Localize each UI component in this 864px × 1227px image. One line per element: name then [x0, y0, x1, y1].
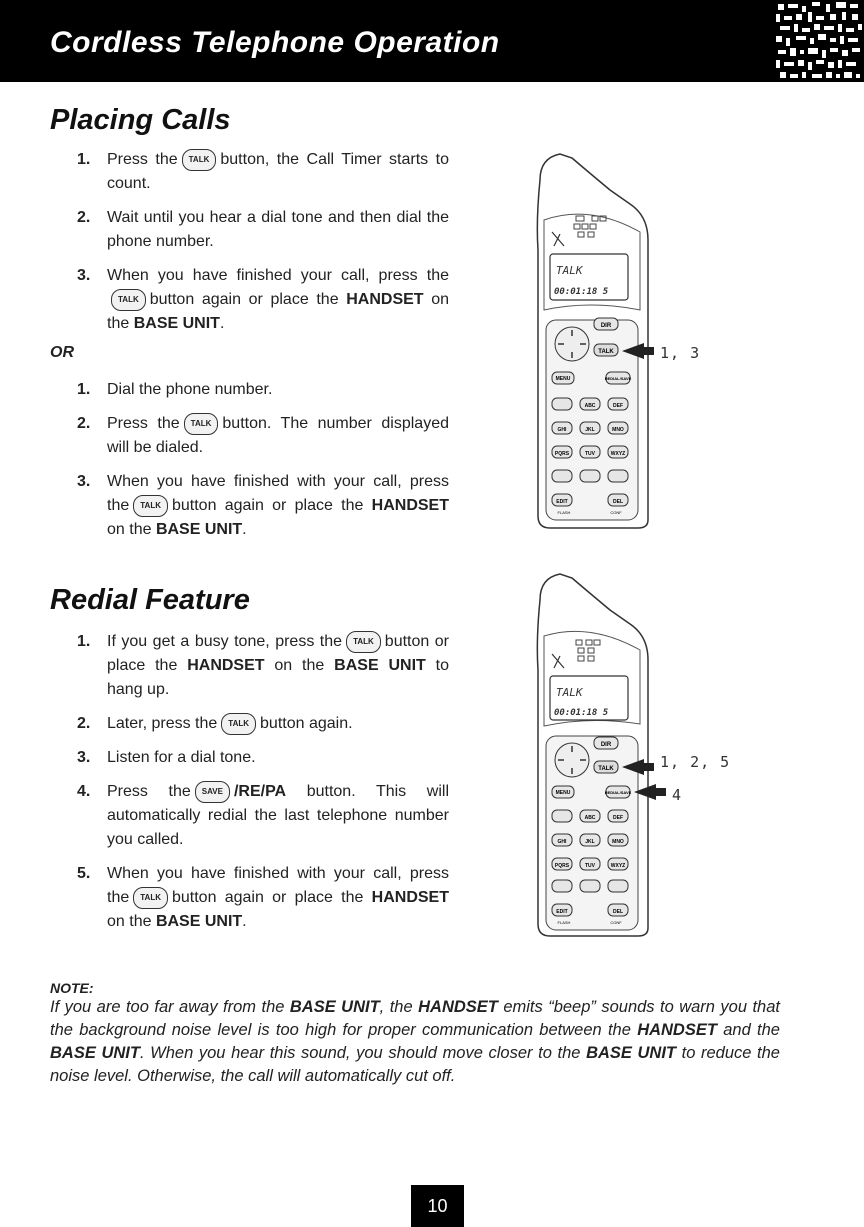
step-text: button again or place the: [171, 497, 364, 514]
note-label: NOTE:: [50, 980, 94, 996]
redial-steps: [77, 630, 449, 934]
key-label: FLASH: [557, 510, 571, 515]
display-line-2: 00:01:18 5: [554, 287, 609, 297]
step-item: [77, 470, 449, 542]
key-label: FLASH: [557, 920, 571, 925]
step-item: [77, 412, 449, 460]
talk-button-icon: TALK: [133, 495, 168, 517]
key-label: DIR: [600, 323, 612, 329]
key-label: TUV: [585, 451, 595, 457]
key-label: MNO: [612, 427, 624, 433]
save-button-icon: SAVE: [195, 781, 230, 803]
placing-calls-steps-a: [77, 148, 449, 336]
step-text: .: [219, 315, 225, 332]
key-label: DEF: [613, 815, 623, 821]
or-label: OR: [50, 344, 74, 361]
talk-button-icon: TALK: [346, 631, 381, 653]
display-line-2: 00:01:18 5: [554, 708, 609, 718]
step-number: 1.: [77, 151, 91, 168]
step-text: on the: [107, 521, 152, 538]
step-number: 3.: [77, 473, 91, 490]
key-label: EDIT: [556, 499, 568, 505]
step-text: Press the: [107, 783, 191, 800]
key-label: CONF: [610, 510, 622, 515]
step-text: button, the Call Timer starts to count.: [107, 151, 450, 192]
step-text: on the: [274, 657, 325, 674]
bold-term: HANDSET: [371, 889, 449, 906]
key-label: MENU: [555, 376, 571, 382]
bold-term: HANDSET: [187, 657, 265, 674]
step-number: 1.: [77, 381, 91, 398]
step-text: When you have finished your call, press the: [107, 267, 449, 284]
key-label: CONF: [610, 920, 622, 925]
talk-button-icon: TALK: [184, 413, 219, 435]
step-number: 3.: [77, 749, 91, 766]
talk-button-icon: TALK: [182, 149, 217, 171]
bold-term: BASE UNIT: [334, 657, 426, 674]
placing-calls-steps-b: [77, 378, 449, 542]
key-label: ABC: [584, 403, 596, 409]
step-text: .: [242, 521, 247, 538]
step-text: button. This will automatically redial the last telephone number you called.: [107, 783, 449, 848]
note-text: If you are too far away from the BASE UNIT, the HANDSET emits “beep” sounds to warn you that the background noise level is too high for proper communication between the HANDSET and the BASE UNIT. When you hear this sound, you should move closer to the BASE UNIT to reduce the noise level. Otherwise, the call will automatically cut off.: [50, 998, 780, 1085]
key-label: REDIAL/SAVE: [604, 790, 632, 795]
step-number: 2.: [77, 415, 91, 432]
step-item: [77, 378, 449, 402]
step-text: button. The number displayed will be dialed.: [107, 415, 449, 456]
step-item: [77, 862, 449, 934]
step-text: Later, press the: [107, 715, 218, 732]
page-header: [0, 0, 864, 82]
step-text: When you have finished with your call, press the: [107, 473, 449, 514]
talk-button-icon: TALK: [133, 887, 168, 909]
bold-term: BASE UNIT: [155, 913, 243, 930]
step-item: [77, 746, 449, 770]
key-label: EDIT: [556, 909, 568, 915]
display-line-1: TALK: [556, 686, 583, 699]
key-label: MENU: [555, 790, 571, 796]
step-text: button again.: [260, 715, 353, 732]
step-number: 4.: [77, 783, 91, 800]
step-text: If you get a busy tone, press the: [107, 633, 343, 650]
step-number: 2.: [77, 209, 91, 226]
step-item: [77, 148, 449, 196]
step-number: 2.: [77, 715, 91, 732]
display-line-1: TALK: [556, 264, 583, 277]
page-number: 10: [411, 1185, 464, 1227]
key-label: DEL: [613, 499, 623, 505]
qr-pattern-graphic: [772, 0, 864, 82]
key-label: REDIAL/SAVE: [604, 376, 632, 381]
step-text: on the: [107, 291, 449, 332]
step-text: to hang up.: [107, 657, 449, 698]
redial-pause-label: /RE/PA: [233, 783, 287, 800]
step-text: button again or place the: [171, 889, 364, 906]
key-label: GHI: [557, 839, 567, 845]
section-title-redial-feature: Redial Feature: [50, 584, 250, 616]
step-item: [77, 712, 449, 736]
step-item: [77, 630, 449, 702]
key-label: PQRS: [554, 451, 570, 457]
bold-term: BASE UNIT: [133, 315, 220, 332]
key-label: WXYZ: [610, 863, 626, 869]
talk-button-icon: TALK: [111, 289, 146, 311]
key-label: DEF: [613, 403, 623, 409]
key-label: ABC: [584, 815, 596, 821]
callout-label: 4: [672, 786, 683, 804]
bold-term: HANDSET: [346, 291, 424, 308]
key-label: TALK: [598, 349, 614, 355]
key-label: DEL: [613, 909, 623, 915]
key-label: JKL: [585, 427, 595, 433]
step-text: Press the: [107, 415, 180, 432]
key-label: MNO: [612, 839, 624, 845]
step-text: Listen for a dial tone.: [107, 749, 256, 766]
step-text: Wait until you hear a dial tone and then dial the phone number.: [107, 209, 449, 250]
step-text: button again or place the: [149, 291, 339, 308]
callout-label: 1, 3: [660, 344, 701, 362]
key-label: TUV: [585, 863, 595, 869]
step-text: button or place the: [107, 633, 450, 674]
step-text: on the: [107, 913, 152, 930]
step-text: .: [242, 913, 247, 930]
step-item: [77, 264, 449, 336]
callout-label: 1, 2, 5: [660, 753, 731, 771]
section-title-placing-calls: Placing Calls: [50, 104, 231, 136]
key-label: DIR: [600, 742, 612, 748]
step-text: Dial the phone number.: [107, 381, 273, 398]
step-item: [77, 206, 449, 254]
key-label: PQRS: [554, 863, 570, 869]
step-number: 5.: [77, 865, 91, 882]
handset-illustration-1: [520, 150, 750, 530]
key-label: WXYZ: [610, 451, 626, 457]
header-title: Cordless Telephone Operation: [50, 26, 500, 59]
step-text: Press the: [107, 151, 178, 168]
key-label: TALK: [598, 766, 614, 772]
step-item: [77, 780, 449, 852]
step-text: When you have finished with your call, press the: [107, 865, 449, 906]
bold-term: HANDSET: [371, 497, 449, 514]
step-number: 3.: [77, 267, 91, 284]
talk-button-icon: TALK: [221, 713, 256, 735]
step-number: 1.: [77, 633, 91, 650]
key-label: JKL: [585, 839, 595, 845]
key-label: GHI: [557, 427, 567, 433]
bold-term: BASE UNIT: [155, 521, 243, 538]
